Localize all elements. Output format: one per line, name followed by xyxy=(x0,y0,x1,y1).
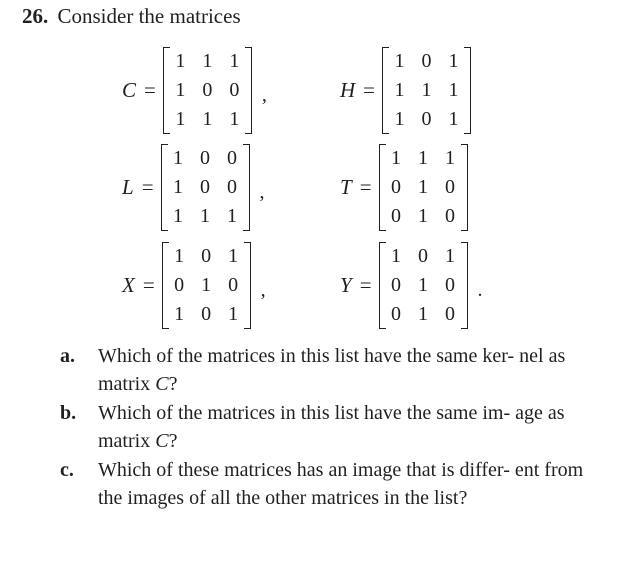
matrix-h-cell: 0 xyxy=(421,49,432,72)
matrix-l-cell: 0 xyxy=(200,175,211,198)
right-bracket xyxy=(461,144,468,231)
matrix-c-cell: 1 xyxy=(175,49,186,72)
matrix-c-cell: 1 xyxy=(202,107,213,130)
matrix-y-cell: 1 xyxy=(445,244,456,267)
matrix-t xyxy=(379,144,468,231)
matrix-l xyxy=(161,144,250,231)
matrix-h-cell: 1 xyxy=(421,78,432,101)
matrix-c-cell: 1 xyxy=(229,107,240,130)
matrix-x-cell: 0 xyxy=(228,273,239,296)
matrix-t-cell: 0 xyxy=(391,175,402,198)
matrix-y-cell: 0 xyxy=(445,302,456,325)
matrix-t-cell: 1 xyxy=(391,146,402,169)
question-label: c. xyxy=(60,459,74,481)
matrix-y-block xyxy=(340,240,483,330)
matrix-y xyxy=(379,242,468,329)
matrix-x-cell: 1 xyxy=(228,302,239,325)
matrix-y-cell: 0 xyxy=(391,302,402,325)
matrix-h-cell: 1 xyxy=(394,78,405,101)
matrix-h-cell: 1 xyxy=(448,49,459,72)
matrix-l-punct: , xyxy=(259,181,265,203)
matrix-x-cell: 0 xyxy=(174,273,185,296)
matrix-l-label: L = xyxy=(122,174,154,199)
matrix-t-cell: 0 xyxy=(391,204,402,227)
question-label: b. xyxy=(60,402,77,424)
right-bracket xyxy=(464,47,471,134)
matrix-c-cell: 1 xyxy=(175,107,186,130)
matrix-l-cell: 1 xyxy=(173,204,184,227)
matrix-c-cell: 0 xyxy=(202,78,213,101)
matrix-y-cell: 0 xyxy=(418,244,429,267)
matrix-h-cell: 0 xyxy=(421,107,432,130)
matrix-x-label: X = xyxy=(122,272,155,297)
matrix-x-block xyxy=(122,240,266,330)
matrix-l-cell: 1 xyxy=(227,204,238,227)
left-bracket xyxy=(162,242,169,329)
matrix-c-label: C = xyxy=(122,77,156,102)
left-bracket xyxy=(163,47,170,134)
right-bracket xyxy=(244,242,251,329)
matrix-c-cell: 1 xyxy=(175,78,186,101)
left-bracket xyxy=(382,47,389,134)
right-bracket xyxy=(243,144,250,231)
matrix-x xyxy=(162,242,251,329)
matrix-y-cell: 1 xyxy=(418,273,429,296)
question-text: Which of the matrices in this list have the same ker- nel as matrix C? xyxy=(98,345,566,395)
right-bracket xyxy=(461,242,468,329)
matrix-l-cell: 1 xyxy=(173,175,184,198)
matrix-c-cell: 0 xyxy=(229,78,240,101)
matrix-t-label: T = xyxy=(340,174,372,199)
matrix-l-cell: 0 xyxy=(227,175,238,198)
matrix-y-cell: 1 xyxy=(418,302,429,325)
right-bracket xyxy=(245,47,252,134)
question-label: a. xyxy=(60,345,75,367)
question-text: Which of these matrices has an image that is differ- ent from the images of all the other matrices in the list? xyxy=(98,459,584,509)
questions-list xyxy=(60,342,600,513)
matrix-x-cell: 0 xyxy=(201,302,212,325)
question-a xyxy=(60,342,600,398)
matrix-h-block xyxy=(340,45,481,135)
matrix-h-cell: 1 xyxy=(448,78,459,101)
matrix-t-cell: 0 xyxy=(445,175,456,198)
matrix-l-cell: 1 xyxy=(200,204,211,227)
problem-title: Consider the matrices xyxy=(57,4,241,28)
matrix-x-cell: 1 xyxy=(201,273,212,296)
matrix-c-cell: 1 xyxy=(202,49,213,72)
matrix-x-cell: 0 xyxy=(201,244,212,267)
matrix-t-block xyxy=(340,142,478,232)
problem-number: 26. xyxy=(22,4,49,28)
matrix-y-cell: 1 xyxy=(391,244,402,267)
matrix-c-block xyxy=(122,45,267,135)
left-bracket xyxy=(379,144,386,231)
matrix-x-cell: 1 xyxy=(174,302,185,325)
matrix-y-cell: 0 xyxy=(391,273,402,296)
question-text: Which of the matrices in this list have the same im- age as matrix C? xyxy=(98,402,565,452)
matrix-l-cell: 0 xyxy=(227,146,238,169)
matrix-x-cell: 1 xyxy=(228,244,239,267)
matrix-x-punct: , xyxy=(260,279,266,301)
matrix-t-cell: 1 xyxy=(418,204,429,227)
matrix-l-cell: 0 xyxy=(200,146,211,169)
matrix-t-cell: 1 xyxy=(418,175,429,198)
matrix-t-cell: 1 xyxy=(418,146,429,169)
matrix-c-cell: 1 xyxy=(229,49,240,72)
left-bracket xyxy=(161,144,168,231)
left-bracket xyxy=(379,242,386,329)
matrix-c xyxy=(163,47,252,134)
matrix-h xyxy=(382,47,471,134)
question-b xyxy=(60,399,600,455)
matrix-y-label: Y = xyxy=(340,272,372,297)
matrix-h-cell: 1 xyxy=(394,49,405,72)
matrix-y-punct: . xyxy=(477,279,483,301)
matrix-h-label: H = xyxy=(340,77,376,102)
matrix-t-cell: 0 xyxy=(445,204,456,227)
matrix-l-cell: 1 xyxy=(173,146,184,169)
matrix-y-cell: 0 xyxy=(445,273,456,296)
matrix-x-cell: 1 xyxy=(174,244,185,267)
matrix-t-cell: 1 xyxy=(445,146,456,169)
matrix-h-cell: 1 xyxy=(448,107,459,130)
matrix-c-punct: , xyxy=(261,84,267,106)
question-c xyxy=(60,456,600,512)
problem-header xyxy=(22,4,241,29)
matrix-l-block xyxy=(122,142,265,232)
matrix-h-cell: 1 xyxy=(394,107,405,130)
